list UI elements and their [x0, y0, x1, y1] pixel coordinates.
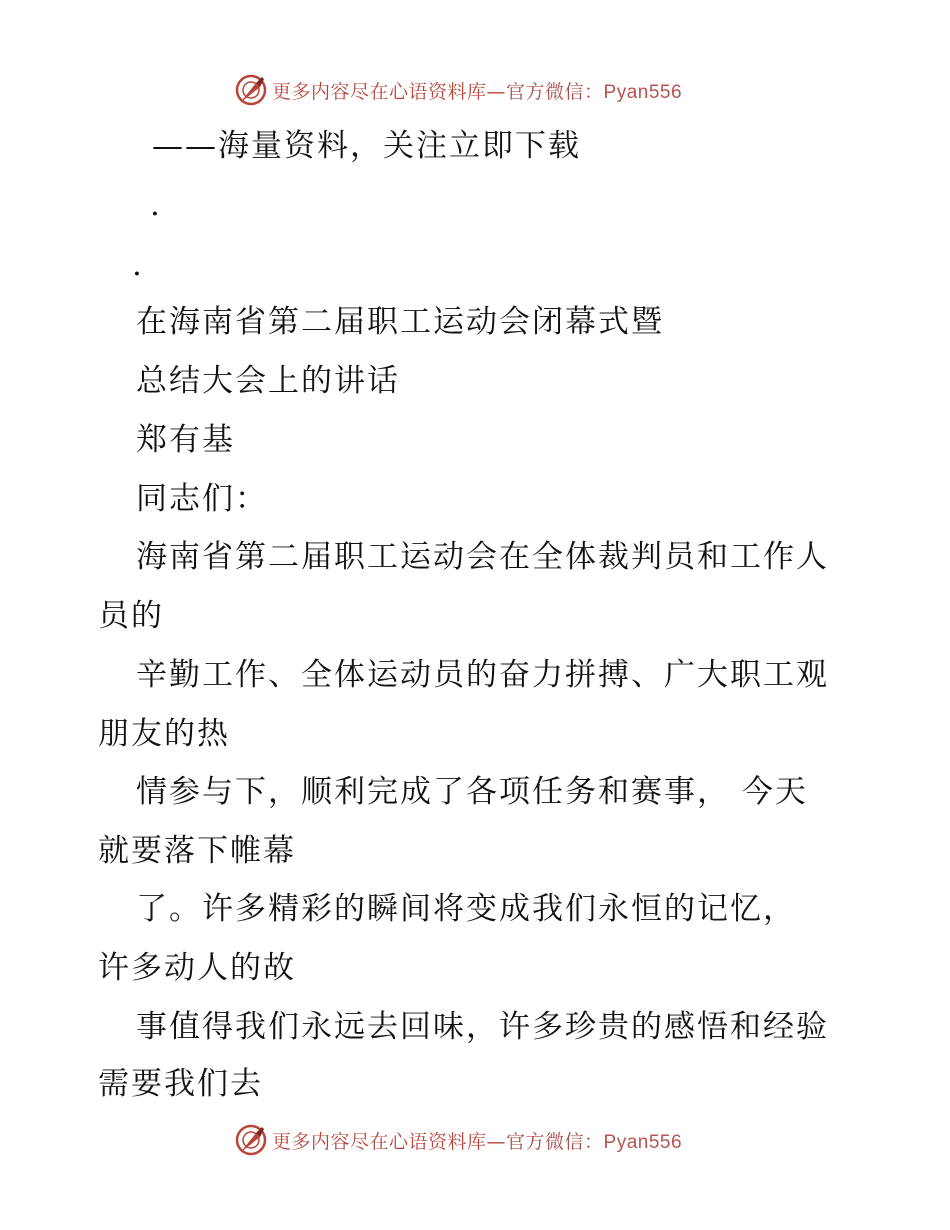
body-line: 员的: [98, 598, 164, 634]
body-line: 需要我们去: [98, 1066, 263, 1102]
banner-wechat-id: Pyan556: [603, 1131, 683, 1153]
title-line-1: 在海南省第二届职工运动会闭幕式暨: [136, 304, 664, 340]
body-line: 了。许多精彩的瞬间将变成我们永恒的记忆，: [136, 891, 796, 927]
banner-main-text: 更多内容尽在心语资料库: [272, 80, 487, 103]
author: 郑有基: [136, 422, 235, 458]
banner-separator: —: [486, 1130, 507, 1153]
banner-wechat-id: Pyan556: [603, 81, 683, 103]
banner-text: [272, 1127, 682, 1154]
salutation: 同志们：: [136, 481, 268, 517]
banner-wechat-label: 官方微信：: [506, 1130, 604, 1153]
body-line: 情参与下，顺利完成了各项任务和赛事， 今天: [136, 774, 808, 810]
tagline: ——海量资料，关注立即下载: [152, 128, 581, 164]
footer-banner: [234, 1120, 714, 1160]
body-line: 朋友的热: [98, 716, 230, 752]
body-line: 就要落下帷幕: [98, 833, 296, 869]
banner-main-text: 更多内容尽在心语资料库: [272, 1130, 487, 1153]
banner-separator: —: [486, 80, 507, 103]
body-line: 海南省第二届职工运动会在全体裁判员和工作人: [136, 539, 829, 575]
body-line: 事值得我们永远去回味，许多珍贵的感悟和经验: [136, 1009, 829, 1045]
bullet-dot: ·: [150, 196, 160, 232]
title-line-2: 总结大会上的讲话: [136, 363, 400, 399]
pen-logo-icon: [234, 1123, 268, 1157]
body-line: 辛勤工作、全体运动员的奋力拼搏、广大职工观: [136, 657, 829, 693]
banner-wechat-label: 官方微信：: [506, 80, 604, 103]
body-line: 许多动人的故: [98, 950, 296, 986]
bullet-dot: ·: [132, 256, 142, 292]
